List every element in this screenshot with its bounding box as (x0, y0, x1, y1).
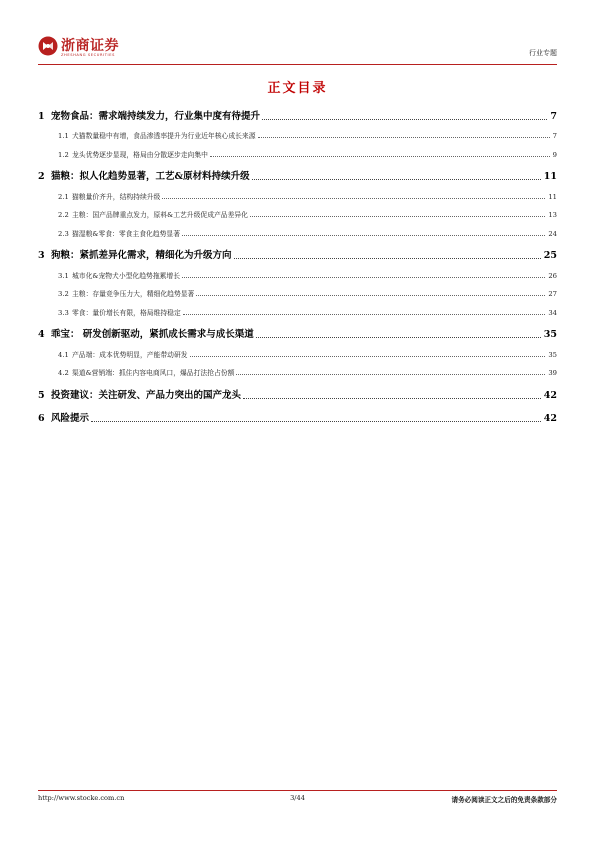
footer-disclaimer: 请务必阅读正文之后的免责条款部分 (451, 796, 557, 804)
toc-leader-dots (262, 119, 547, 120)
toc-entry-page: 7 (552, 132, 557, 140)
toc-entry-number: 2.1 (58, 192, 69, 201)
toc-entry-number: 3.1 (58, 271, 69, 280)
toc-entry-title: 狗粮：紧抓差异化需求，精细化为升级方向 (51, 250, 232, 261)
toc-leader-dots (210, 156, 550, 157)
toc-entry-title: 乖宝： 研发创新驱动，紧抓成长需求与成长渠道 (51, 329, 254, 340)
table-of-contents (38, 98, 557, 424)
toc-chapter-entry[interactable] (38, 401, 557, 425)
toc-section-entry[interactable] (38, 201, 557, 220)
toc-entry-page: 13 (548, 211, 557, 219)
toc-entry-number: 4.2 (58, 369, 69, 377)
toc-entry-title: 主粮：存量竞争压力大，精细化趋势显著 (72, 290, 195, 298)
logo-english-name: ZHESHANG SECURITIES (61, 53, 115, 57)
toc-entry-number: 2.3 (58, 229, 69, 238)
toc-entry-page: 34 (548, 308, 557, 317)
toc-entry-number: 6 (38, 413, 45, 424)
logo-chinese-name: 浙商证券 (61, 38, 119, 54)
toc-leader-dots (91, 421, 541, 422)
toc-leader-dots (182, 277, 545, 278)
toc-chapter-entry[interactable] (38, 98, 557, 122)
toc-entry-page: 7 (550, 110, 557, 122)
toc-entry-number: 5 (38, 389, 45, 401)
toc-section-entry[interactable] (38, 140, 557, 159)
toc-entry-title: 主粮：国产品牌重点发力，原料&工艺升级促成产品差异化 (72, 211, 248, 219)
toc-section-entry[interactable] (38, 359, 557, 378)
toc-entry-number: 1.1 (58, 132, 69, 140)
toc-chapter-entry[interactable] (38, 317, 557, 341)
toc-leader-dots (162, 198, 545, 199)
toc-entry-number: 3.2 (58, 290, 69, 298)
toc-entry-page: 35 (548, 350, 557, 359)
toc-leader-dots (236, 374, 545, 375)
toc-leader-dots (182, 235, 545, 236)
toc-entry-page: 11 (548, 192, 557, 201)
toc-leader-dots (243, 398, 541, 399)
toc-section-entry[interactable] (38, 340, 557, 359)
toc-entry-title: 城市化&宠物犬小型化趋势拖累增长 (72, 271, 181, 280)
toc-entry-title: 龙头优势逐步显现，格局由分散逐步走向集中 (72, 150, 208, 159)
toc-entry-title: 产品端：成本优势明显，产能带动研发 (72, 350, 188, 359)
toc-entry-title: 猫粮：拟人化趋势显著，工艺&原材料持续升级 (51, 171, 250, 182)
toc-section-entry[interactable] (38, 182, 557, 201)
toc-chapter-entry[interactable] (38, 377, 557, 401)
toc-entry-title: 宠物食品：需求端持续发力，行业集中度有待提升 (51, 110, 261, 122)
toc-entry-title: 零食：量价增长有限，格局维持稳定 (72, 308, 181, 317)
page-header (38, 34, 557, 64)
toc-entry-page: 42 (543, 413, 557, 424)
toc-leader-dots (196, 295, 545, 296)
document-type-label: 行业专题 (529, 49, 557, 57)
toc-entry-title: 投资建议：关注研发、产品力突出的国产龙头 (51, 389, 242, 401)
toc-section-entry[interactable] (38, 219, 557, 238)
footer-divider (38, 790, 557, 791)
toc-entry-number: 4 (38, 329, 45, 340)
toc-leader-dots (183, 314, 546, 315)
toc-entry-page: 27 (548, 290, 557, 298)
toc-entry-title: 猫粮量价齐升，结构持续升级 (72, 192, 161, 201)
toc-entry-page: 39 (548, 369, 557, 377)
toc-entry-number: 2 (38, 171, 45, 182)
toc-entry-title: 猫湿粮&零食：零食主食化趋势显著 (72, 229, 181, 238)
toc-leader-dots (250, 216, 545, 217)
toc-leader-dots (258, 137, 550, 138)
toc-entry-page: 11 (543, 171, 557, 182)
toc-leader-dots (190, 356, 546, 357)
toc-entry-page: 25 (543, 250, 557, 261)
footer-website-link[interactable]: http://www.stocke.com.cn (38, 794, 125, 802)
toc-leader-dots (252, 179, 541, 180)
toc-entry-page: 26 (548, 271, 557, 280)
toc-entry-number: 3.3 (58, 308, 69, 317)
toc-section-entry[interactable] (38, 261, 557, 280)
footer-page-number: 3/44 (290, 794, 305, 802)
toc-section-entry[interactable] (38, 122, 557, 141)
toc-entry-number: 2.2 (58, 211, 69, 219)
toc-entry-title: 犬猫数量稳中有增，食品渗透率提升为行业近年核心成长来源 (72, 132, 256, 140)
zheshang-logo-icon (38, 36, 58, 56)
toc-entry-page: 9 (552, 150, 557, 159)
toc-chapter-entry[interactable] (38, 159, 557, 183)
header-divider (38, 64, 557, 65)
toc-entry-number: 4.1 (58, 350, 69, 359)
toc-section-entry[interactable] (38, 280, 557, 299)
toc-entry-page: 42 (543, 389, 557, 401)
toc-entry-number: 1.2 (58, 150, 69, 159)
toc-chapter-entry[interactable] (38, 238, 557, 262)
toc-leader-dots (234, 258, 541, 259)
toc-entry-page: 24 (548, 229, 557, 238)
toc-heading: 正文目录 (267, 81, 328, 96)
toc-section-entry[interactable] (38, 298, 557, 317)
toc-entry-page: 35 (543, 329, 557, 340)
toc-leader-dots (256, 337, 541, 338)
toc-entry-title: 风险提示 (51, 413, 90, 424)
toc-entry-title: 渠道&营销端：抓住内容电商风口，爆品打法抢占份额 (72, 369, 235, 377)
toc-entry-number: 3 (38, 250, 45, 261)
toc-entry-number: 1 (38, 110, 45, 122)
